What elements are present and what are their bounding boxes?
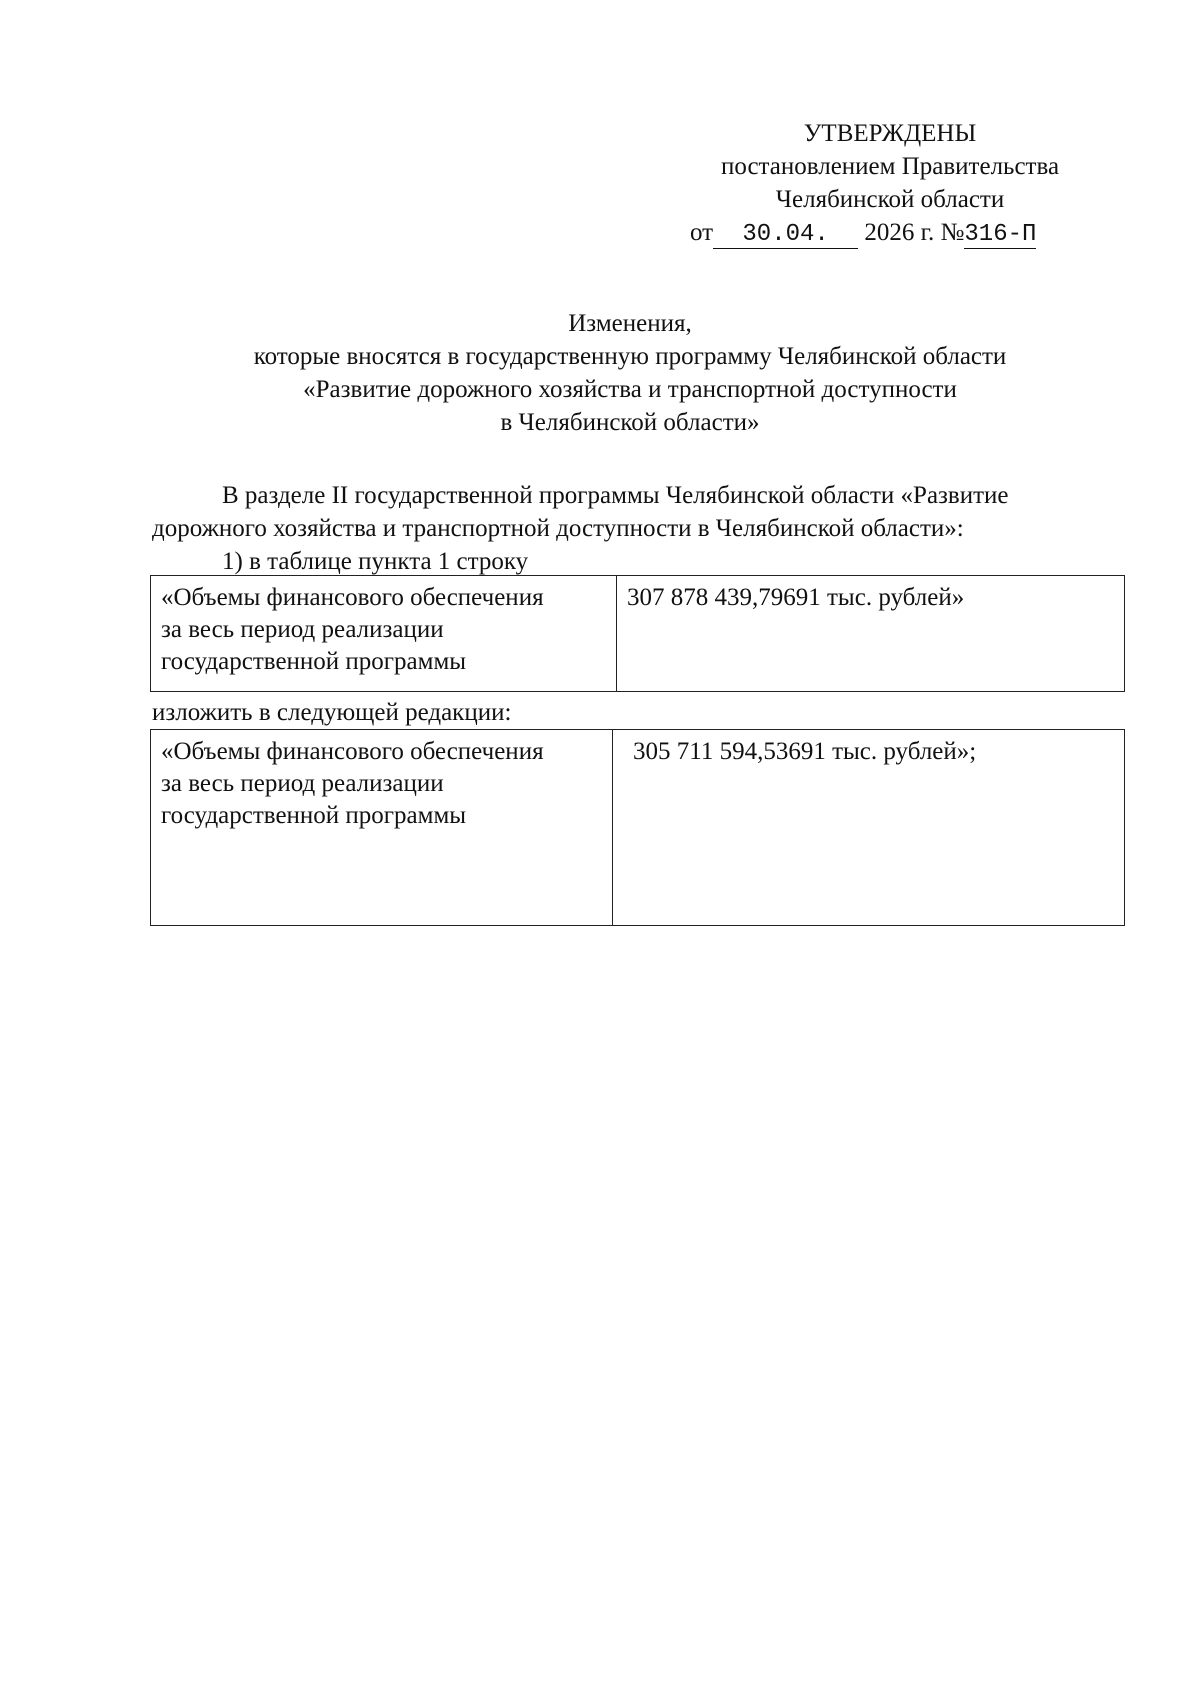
decree-number: 316-П: [964, 221, 1037, 248]
intro-line-3: 1) в таблице пункта 1 строку: [222, 548, 529, 575]
table-old-label-line-3: государственной программы: [161, 648, 467, 675]
table-old-value: 307 878 439,79691 тыс. рублей»: [627, 584, 965, 611]
table-new-label-cell: [151, 730, 613, 926]
title-line-2: которые вносятся в государственную программу Челябинской области: [253, 343, 1007, 370]
intro-line-1: В разделе II государственной программы Челябинской области «Развитие: [222, 482, 1009, 509]
table-old-row: [151, 576, 1125, 692]
intro-paragraph: [152, 480, 1112, 579]
table-new-label-line-1: «Объемы финансового обеспечения: [161, 738, 544, 765]
table-old-label-line-2: за весь период реализации: [161, 616, 444, 643]
replace-text: изложить в следующей редакции:: [152, 699, 512, 726]
title-line-4: в Челябинской области»: [500, 409, 760, 436]
table-new-label-line-3: государственной программы: [161, 802, 467, 829]
document-title: [180, 308, 1080, 440]
date-prefix: от: [690, 219, 714, 246]
date-value: 30.04.: [713, 222, 858, 249]
title-line-1: Изменения,: [568, 310, 692, 337]
table-old-value-cell: [617, 576, 1125, 692]
table-new-value: 305 711 594,53691 тыс. рублей»;: [633, 738, 977, 765]
approval-line-decree: постановлением Правительства: [720, 153, 1060, 180]
replace-instruction: [152, 697, 1112, 730]
table-new-value-cell: [613, 730, 1125, 926]
table-new: [150, 729, 1125, 926]
year-text: 2026 г. №: [864, 219, 965, 246]
table-new-row: [151, 730, 1125, 926]
table-old-label-cell: [151, 576, 617, 692]
approval-line-region: Челябинской области: [775, 186, 1005, 213]
title-line-3: «Развитие дорожного хозяйства и транспортной доступности: [303, 376, 957, 403]
approval-block: [680, 118, 1100, 250]
table-new-label-line-2: за весь период реализации: [161, 770, 444, 797]
table-old: [150, 575, 1125, 692]
table-old-label-line-1: «Объемы финансового обеспечения: [161, 584, 544, 611]
approval-date-line: [680, 217, 1100, 250]
intro-line-2: дорожного хозяйства и транспортной доступности в Челябинской области»:: [152, 515, 964, 542]
approval-heading: УТВЕРЖДЕНЫ: [803, 120, 977, 147]
